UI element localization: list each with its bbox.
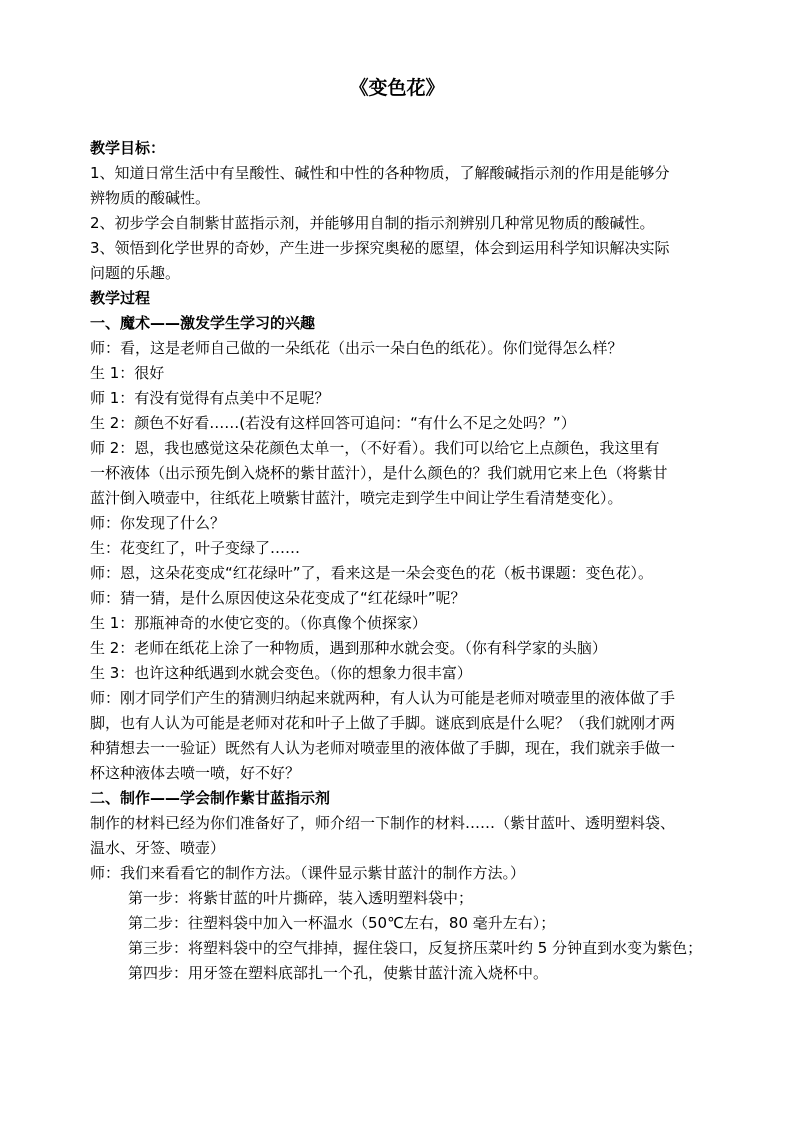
text-line: 生：花变红了，叶子变绿了…… <box>90 539 301 557</box>
text-line: 生 2：颜色不好看……(若没有这样回答可追问：“有什么不足之处吗？”） <box>90 414 576 432</box>
text-line: 师：猜一猜，是什么原因使这朵花变成了“红花绿叶”呢？ <box>90 589 466 607</box>
text-line: 师：刚才同学们产生的猜测归纳起来就两种，有人认为可能是老师对喷壶里的液体做了手 <box>90 689 676 707</box>
text-line: 一杯液体（出示预先倒入烧杯的紫甘蓝汁），是什么颜色的？我们就用它来上色（将紫甘 <box>90 464 668 482</box>
text-line: 生 1：那瓶神奇的水使它变的。（你真像个侦探家） <box>90 614 427 632</box>
text-line: 蓝汁倒入喷壶中，往纸花上喷紫甘蓝汁，喷完走到学生中间让学生看清楚变化）。 <box>90 489 623 507</box>
text-line: 生 1：很好 <box>90 364 165 382</box>
step-line: 第四步：用牙签在塑料底部扎一个孔，使紫甘蓝汁流入烧杯中。 <box>128 964 549 982</box>
text-line: 师：我们来看看它的制作方法。（课件显示紫甘蓝汁的制作方法。） <box>90 864 526 882</box>
text-line: 种猜想去一一验证）既然有人认为老师对喷壶里的液体做了手脚，现在，我们就亲手做一 <box>90 739 676 757</box>
section-heading: 二、制作——学会制作紫甘蓝指示剂 <box>90 789 331 807</box>
text-line: 师 1：有没有觉得有点美中不足呢？ <box>90 389 330 407</box>
section-heading: 教学过程 <box>90 289 151 307</box>
text-line: 制作的材料已经为你们准备好了，师介绍一下制作的材料……（紫甘蓝叶、透明塑料袋、 <box>90 814 676 832</box>
text-line: 师：看，这是老师自己做的一朵纸花（出示一朵白色的纸花）。你们觉得怎么样？ <box>90 339 623 357</box>
text-line: 师 2：恩，我也感觉这朵花颜色太单一，（不好看）。我们可以给它上点颜色，我这里有 <box>90 439 660 457</box>
step-line: 第二步：往塑料袋中加入一杯温水（50℃左右，80 毫升左右）； <box>128 914 556 932</box>
text-line: 师：你发现了什么？ <box>90 514 226 532</box>
text-line: 生 2：老师在纸花上涂了一种物质，遇到那种水就会变。（你有科学家的头脑） <box>90 639 607 657</box>
section-heading: 一、魔术——激发学生学习的兴趣 <box>90 314 316 332</box>
text-line: 生 3：也许这种纸遇到水就会变色。（你的想象力很丰富） <box>90 664 472 682</box>
text-line: 问题的乐趣。 <box>90 264 181 282</box>
text-line: 1、知道日常生活中有呈酸性、碱性和中性的各种物质，了解酸碱指示剂的作用是能够分 <box>90 164 670 182</box>
text-line: 辨物质的酸碱性。 <box>90 189 211 207</box>
page-title: 《变色花》 <box>349 77 445 99</box>
text-line: 师：恩，这朵花变成“红花绿叶”了，看来这是一朵会变色的花（板书课题：变色花）。 <box>90 564 654 582</box>
text-line: 2、初步学会自制紫甘蓝指示剂，并能够用自制的指示剂辨别几种常见物质的酸碱性。 <box>90 214 655 232</box>
text-line: 杯这种液体去喷一喷，好不好？ <box>90 764 301 782</box>
text-line: 脚，也有人认为可能是老师对花和叶子上做了手脚。谜底到底是什么呢？（我们就刚才两 <box>90 714 676 732</box>
step-line: 第三步：将塑料袋中的空气排掉，握住袋口，反复挤压菜叶约 5 分钟直到水变为紫色； <box>128 939 703 957</box>
step-line: 第一步：将紫甘蓝的叶片撕碎，装入透明塑料袋中； <box>128 889 474 907</box>
text-line: 3、领悟到化学世界的奇妙，产生进一步探究奥秘的愿望，体会到运用科学知识解决实际 <box>90 239 670 257</box>
section-heading: 教学目标： <box>90 139 166 157</box>
document-body <box>90 136 720 986</box>
text-line: 温水、牙签、喷壶） <box>90 839 226 857</box>
